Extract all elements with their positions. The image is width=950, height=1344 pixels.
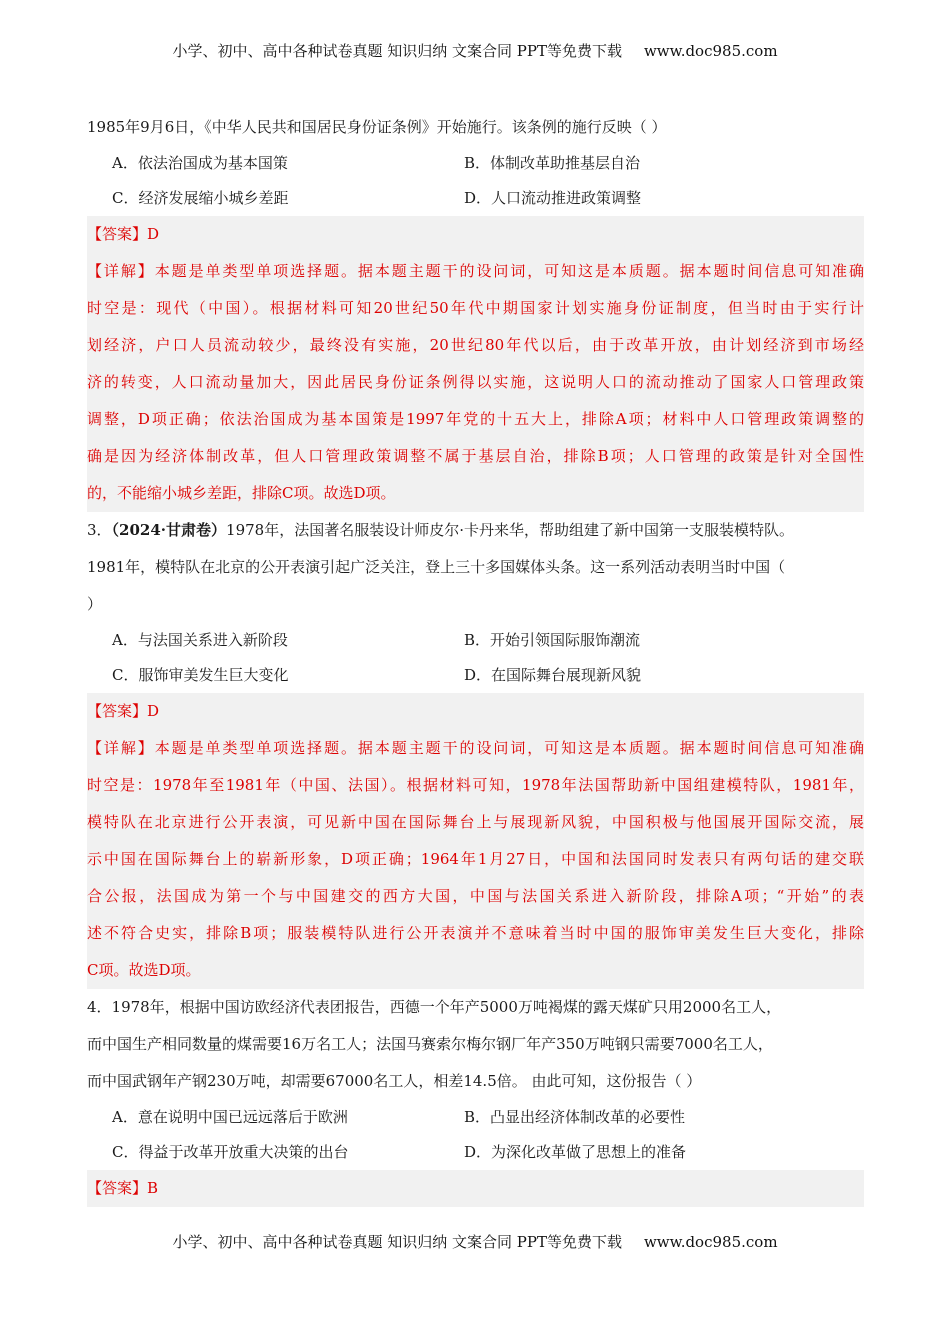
q4-answer: 【答案】B	[87, 1179, 159, 1197]
q4-answer-box	[87, 1170, 864, 1207]
q3-source: （2024·甘肃卷）	[111, 521, 227, 539]
q3-answer: 【答案】D	[87, 702, 160, 720]
q2-option-c: C．经济发展缩小城乡差距	[112, 189, 289, 207]
q2-options-row-2	[87, 181, 864, 216]
q3-option-c: C．服饰审美发生巨大变化	[112, 666, 289, 684]
q2-explain-line: 确是因为经济体制改革，但人口管理政策调整不属于基层自治，排除B项；人口管理的政策是针对全国性	[87, 447, 864, 465]
q3-option-d: D．在国际舞台展现新风貌	[464, 666, 642, 684]
q3-explain-line: 【详解】本题是单类型单项选择题。据本题主题干的设问词，可知这是本质题。据本题时间信息可知准确	[87, 739, 864, 757]
q4-option-b: B．凸显出经济体制改革的必要性	[464, 1108, 686, 1126]
header-url[interactable]: www.doc985.com	[643, 42, 778, 60]
q2-stem: 1985年9月6日，《中华人民共和国居民身份证条例》开始施行。该条例的施行反映（ ）	[87, 118, 667, 136]
page-footer	[0, 1231, 950, 1252]
q3-options-row-1	[87, 623, 864, 658]
q3-explain-line: C项。故选D项。	[87, 961, 201, 979]
q2-explain-line: 调整，D项正确；依法治国成为基本国策是1997年党的十五大上，排除A项；材料中人口管理政策调整的	[87, 410, 864, 428]
document-body	[87, 109, 864, 1207]
q3-option-b: B．开始引领国际服饰潮流	[464, 631, 641, 649]
header-text: 小学、初中、高中各种试卷真题 知识归纳 文案合同 PPT等免费下载	[172, 42, 622, 60]
q4-stem-line-2: 而中国生产相同数量的煤需要16万名工人；法国马赛索尔梅尔钢厂年产350万吨钢只需要7000名工人，	[87, 1035, 773, 1053]
q2-option-a: A．依法治国成为基本国策	[112, 154, 288, 172]
q3-explain-line: 示中国在国际舞台上的崭新形象，D项正确；1964年1月27日，中国和法国同时发表只有两句话的建交联	[87, 850, 864, 868]
q3-stem-line-1	[87, 512, 864, 549]
footer-url[interactable]: www.doc985.com	[643, 1233, 778, 1251]
q2-option-b: B．体制改革助推基层自治	[464, 154, 641, 172]
q4-stem-line-3: 而中国武钢年产钢230万吨，却需要67000名工人，相差14.5倍。 由此可知，这份报告（ ）	[87, 1072, 702, 1090]
footer-text: 小学、初中、高中各种试卷真题 知识归纳 文案合同 PPT等免费下载	[172, 1233, 622, 1251]
q3-stem-text: 1978年，法国著名服装设计师皮尔·卡丹来华，帮助组建了新中国第一支服装模特队。	[226, 521, 794, 539]
q2-options-row-1	[87, 146, 864, 181]
q2-explain-line: 划经济，户口人员流动较少，最终没有实施，20世纪80年代以后，由于改革开放，由计划经济到市场经	[87, 336, 864, 354]
q4-option-d: D．为深化改革做了思想上的准备	[464, 1143, 687, 1161]
q4-stem-line-1: 4．1978年，根据中国访欧经济代表团报告，西德一个年产5000万吨褐煤的露天煤矿只用2000名工人，	[87, 998, 782, 1016]
q3-explain-line: 合公报，法国成为第一个与中国建交的西方大国，中国与法国关系进入新阶段，排除A项；“开始”的表	[87, 887, 864, 905]
page-header	[0, 40, 950, 61]
q2-option-d: D．人口流动推进政策调整	[464, 189, 642, 207]
q4-option-c: C．得益于改革开放重大决策的出台	[112, 1143, 349, 1161]
q2-explain-line: 济的转变，人口流动量加大，因此居民身份证条例得以实施，这说明人口的流动推动了国家人口管理政策	[87, 373, 864, 391]
q3-answer-box	[87, 693, 864, 989]
q2-explain-line: 【详解】本题是单类型单项选择题。据本题主题干的设问词，可知这是本质题。据本题时间信息可知准确	[87, 262, 864, 280]
q2-answer-box	[87, 216, 864, 512]
q4-options-row-2	[87, 1135, 864, 1170]
q3-option-a: A．与法国关系进入新阶段	[112, 631, 288, 649]
q3-options-row-2	[87, 658, 864, 693]
q3-stem-line-3: ）	[87, 595, 103, 613]
q2-answer: 【答案】D	[87, 225, 160, 243]
q3-stem-line-2: 1981年，模特队在北京的公开表演引起广泛关注，登上三十多国媒体头条。这一系列活动表明当时中国（	[87, 558, 786, 576]
q2-explain-line: 时空是：现代（中国）。根据材料可知20世纪50年代中期国家计划实施身份证制度，但当时由于实行计	[87, 299, 864, 317]
q2-explain-line: 的，不能缩小城乡差距，排除C项。故选D项。	[87, 484, 396, 502]
q4-option-a: A．意在说明中国已远远落后于欧洲	[112, 1108, 348, 1126]
q3-number: 3．	[87, 521, 112, 539]
q4-options-row-1	[87, 1100, 864, 1135]
q3-explain-line: 时空是：1978年至1981年（中国、法国）。根据材料可知，1978年法国帮助新中国组建模特队，1981年，	[87, 776, 864, 794]
q3-explain-line: 模特队在北京进行公开表演，可见新中国在国际舞台上与展现新风貌，中国积极与他国展开国际交流，展	[87, 813, 864, 831]
q3-explain-line: 述不符合史实，排除B项；服装模特队进行公开表演并不意味着当时中国的服饰审美发生巨大变化，排除	[87, 924, 864, 942]
